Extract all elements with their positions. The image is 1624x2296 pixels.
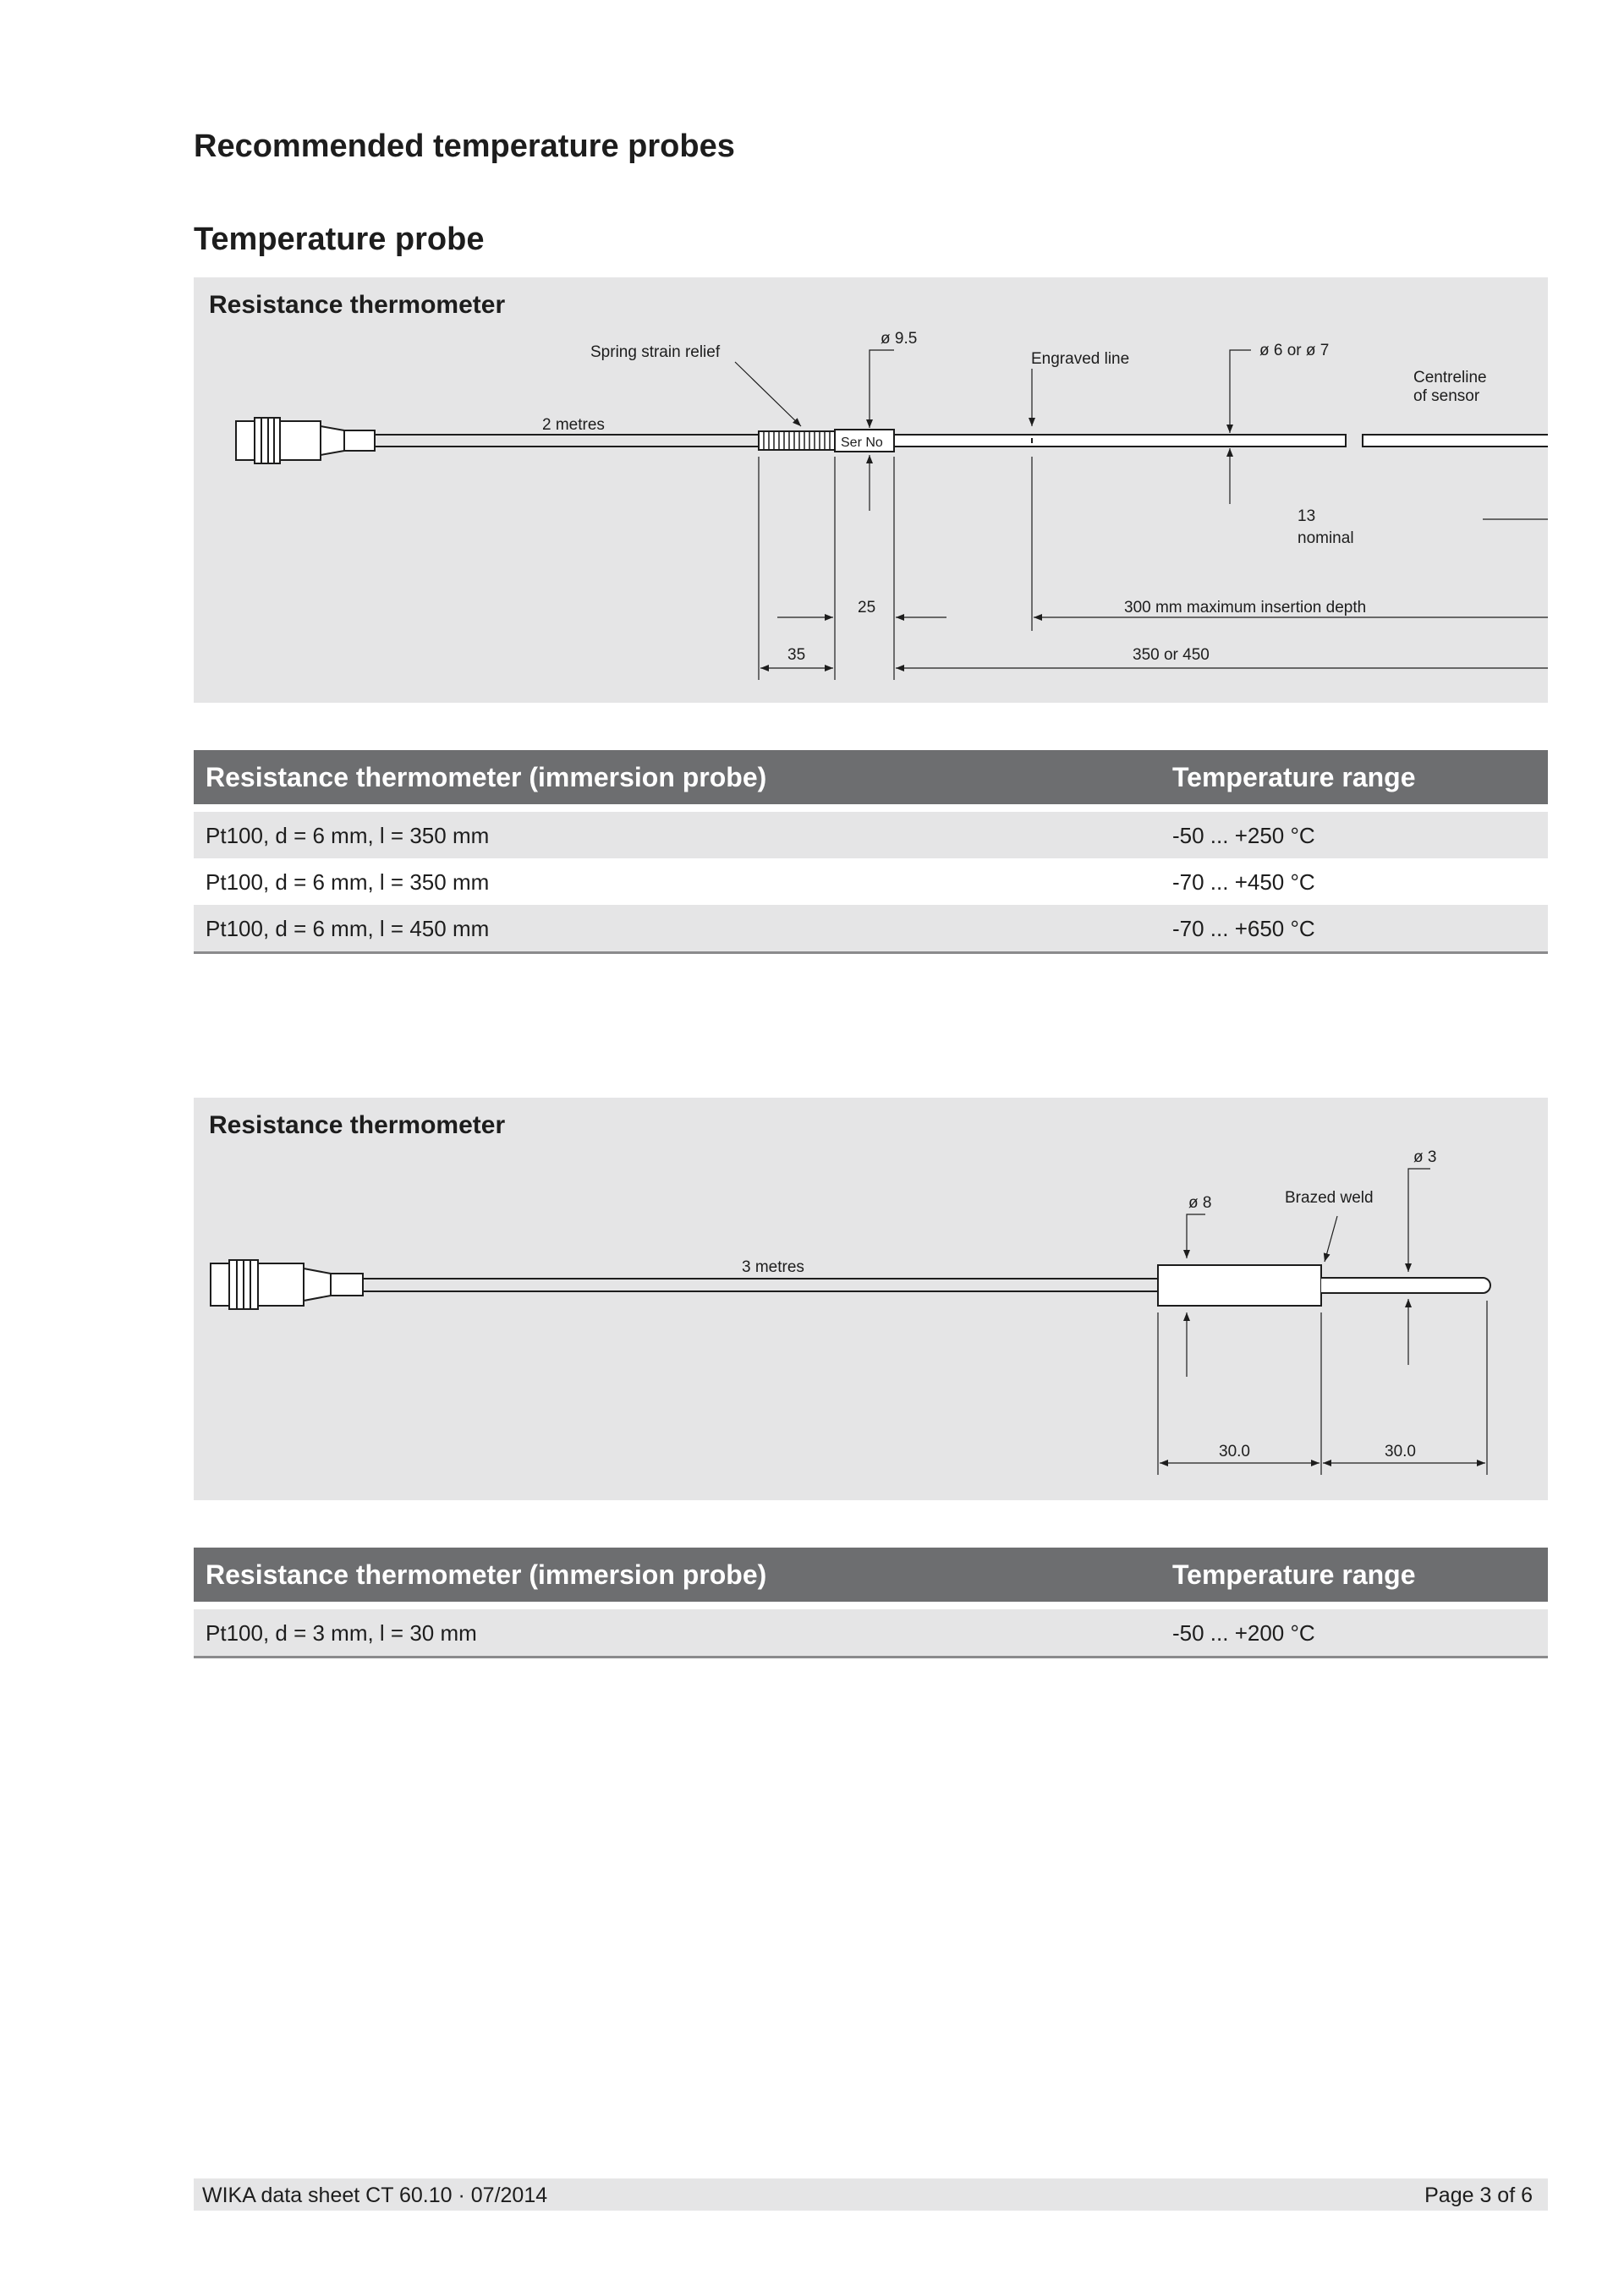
label-dim-30-a: 30.0	[1219, 1443, 1250, 1460]
cell-range: -50 ... +250 °C	[1172, 823, 1315, 848]
table-row	[194, 812, 1548, 858]
label-dia-6-7: ø 6 or ø 7	[1259, 342, 1330, 359]
connector-icon	[236, 421, 255, 460]
diagram-title: Resistance thermometer	[209, 1111, 506, 1139]
header-probe: Resistance thermometer (immersion probe)	[206, 762, 767, 792]
label-cable-length: 2 metres	[542, 416, 605, 434]
footer-page-number: Page 3 of 6	[1424, 2184, 1533, 2207]
label-dim-30-b: 30.0	[1385, 1443, 1416, 1460]
label-serial-number: Ser No	[841, 436, 883, 450]
table-header	[194, 1548, 1548, 1602]
header-temperature-range: Temperature range	[1172, 1559, 1416, 1590]
spring-strain-relief	[759, 431, 835, 450]
label-dim-35: 35	[787, 646, 806, 664]
diagram-probe-350	[194, 277, 1548, 703]
table-row	[194, 905, 1548, 951]
label-centreline: Centreline	[1413, 369, 1487, 386]
probe-drawing-1	[194, 277, 1548, 703]
diagram-title: Resistance thermometer	[209, 291, 506, 319]
cell-probe: Pt100, d = 6 mm, l = 350 mm	[206, 823, 490, 848]
label-dia-3: ø 3	[1413, 1148, 1437, 1166]
table-header	[194, 750, 1548, 804]
probe-drawing-2	[194, 1098, 1548, 1500]
probe-sleeve	[1158, 1265, 1321, 1306]
table-probe-30	[194, 1548, 1548, 1658]
diagram-probe-30	[194, 1098, 1548, 1500]
cell-range: -70 ... +450 °C	[1172, 869, 1315, 895]
footer-document-id: WIKA data sheet CT 60.10 · 07/2014	[202, 2184, 548, 2207]
label-of-sensor: of sensor	[1413, 387, 1480, 405]
table-probe-350	[194, 750, 1548, 954]
label-brazed-weld: Brazed weld	[1285, 1189, 1374, 1207]
section-title: Temperature probe	[194, 222, 485, 257]
cell-probe: Pt100, d = 6 mm, l = 350 mm	[206, 869, 490, 895]
cell-probe: Pt100, d = 6 mm, l = 450 mm	[206, 916, 490, 941]
label-dim-350-450: 350 or 450	[1133, 646, 1210, 664]
label-engraved-line: Engraved line	[1031, 350, 1130, 368]
connector-icon	[211, 1263, 229, 1306]
table-row	[194, 858, 1548, 905]
cell-range: -70 ... +650 °C	[1172, 916, 1315, 941]
cell-probe: Pt100, d = 3 mm, l = 30 mm	[206, 1620, 477, 1646]
probe-tip	[1321, 1278, 1490, 1293]
label-nominal: nominal	[1298, 529, 1354, 547]
table-row	[194, 1609, 1548, 1656]
label-insertion-depth: 300 mm maximum insertion depth	[1124, 599, 1367, 616]
label-spring-strain-relief: Spring strain relief	[590, 343, 721, 361]
cell-range: -50 ... +200 °C	[1172, 1620, 1315, 1646]
header-temperature-range: Temperature range	[1172, 762, 1416, 792]
page-title: Recommended temperature probes	[194, 129, 735, 164]
label-13: 13	[1298, 507, 1316, 525]
page-footer	[194, 2178, 1548, 2211]
label-cable-length: 3 metres	[742, 1258, 804, 1276]
header-probe: Resistance thermometer (immersion probe)	[206, 1559, 767, 1590]
label-dia-9-5: ø 9.5	[881, 330, 918, 348]
probe-sheath	[894, 435, 1346, 447]
label-dim-25: 25	[858, 599, 876, 616]
label-dia-8: ø 8	[1188, 1194, 1212, 1212]
